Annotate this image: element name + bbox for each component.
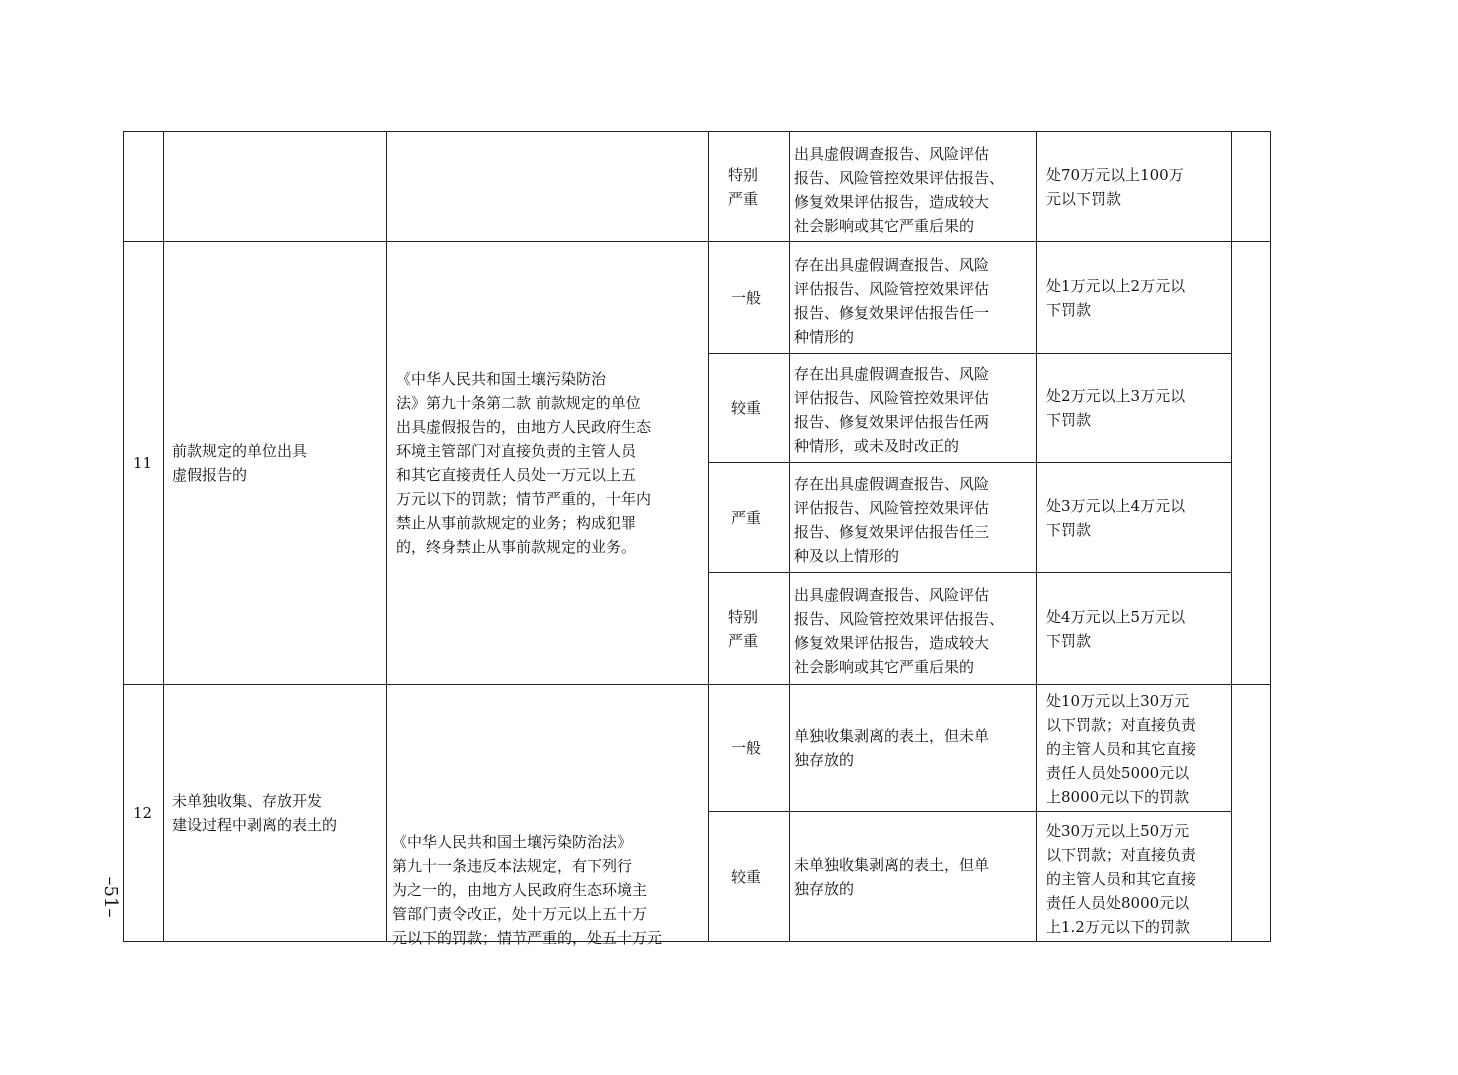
column-divider	[708, 131, 709, 942]
penalty-cell: 处30万元以上50万元 以下罚款；对直接负责 的主管人员和其它直接 责任人员处8000元以 上1.2万元以下的罚款	[1046, 822, 1197, 936]
column-divider	[1231, 131, 1232, 942]
penalty-cell	[1046, 354, 1230, 462]
penalty-cell	[1046, 242, 1230, 353]
item-text: 未单独收集、存放开发 建设过程中剥离的表土的	[172, 792, 338, 834]
penalty-cell: 处10万元以上30万元 以下罚款；对直接负责 的主管人员和其它直接 责任人员处5000元以 上8000元以下的罚款	[1046, 692, 1197, 806]
table-border-left	[123, 131, 124, 868]
level-cell	[731, 242, 789, 353]
basis-cell	[396, 242, 706, 684]
level-cell	[731, 812, 789, 941]
penalty-cell	[1046, 463, 1230, 572]
level-label: 一般	[731, 288, 762, 307]
column-divider	[789, 131, 790, 942]
circumstance-text: 未单独收集剥离的表土，但单 独存放的	[794, 855, 990, 898]
column-divider	[386, 131, 387, 942]
row-number: 11	[133, 454, 153, 472]
circumstance-cell: 出具虚假调查报告、风险评估 报告、风险管控效果评估报告、 修复效果评估报告，造成较大 社会影响或其它严重后果的	[794, 586, 1005, 676]
row-number-cell	[133, 242, 163, 684]
circumstance-text: 单独收集剥离的表土，但未单 独存放的	[794, 727, 990, 769]
penalty-text: 处3万元以上4万元以 下罚款	[1046, 496, 1186, 539]
circumstance-cell: 存在出具虚假调查报告、风险 评估报告、风险管控效果评估 报告、修复效果评估报告任两 种情形，或未及时改正的	[794, 365, 990, 455]
column-divider	[1036, 131, 1037, 942]
penalty-text: 处70万元以上100万 元以下罚款	[1046, 165, 1184, 208]
level-cell	[731, 354, 789, 462]
row-number-cell	[133, 685, 163, 941]
basis-cell	[392, 806, 706, 950]
level-label: 特别 严重	[728, 607, 759, 650]
level-label: 较重	[731, 867, 762, 886]
level-label: 特别 严重	[728, 165, 759, 208]
penalty-text: 处4万元以上5万元以 下罚款	[1046, 607, 1186, 650]
penalty-text: 处2万元以上3万元以 下罚款	[1046, 387, 1186, 429]
item-cell	[172, 242, 384, 684]
basis-text: 《中华人民共和国土壤污染防治 法》第九十条第二款 前款规定的单位 出具虚假报告的，由地方人民政府生态 环境主管部门对直接负责的主管人员 和其它直接责任人员处一万元以上五 万元以下的罚款；情节严重的，十年内 禁止从事前款规定的业务；构成犯罪 的，终身禁止从事前款规定的业务。	[396, 370, 652, 556]
level-cell	[731, 685, 789, 811]
level-cell	[728, 132, 788, 241]
penalty-text: 处1万元以上2万元以 下罚款	[1046, 276, 1186, 319]
circumstance-cell	[794, 812, 1034, 941]
level-label: 一般	[731, 739, 762, 757]
circumstance-cell: 出具虚假调查报告、风险评估 报告、风险管控效果评估报告、 修复效果评估报告，造成较大 社会影响或其它严重后果的	[794, 145, 1005, 235]
level-label: 严重	[731, 508, 762, 527]
circumstance-cell: 存在出具虚假调查报告、风险 评估报告、风险管控效果评估 报告、修复效果评估报告任三 种及以上情形的	[794, 475, 990, 565]
level-label: 较重	[731, 399, 762, 417]
item-cell	[172, 685, 384, 941]
basis-text: 《中华人民共和国土壤污染防治法》 第九十一条违反本法规定，有下列行 为之一的，由地方人民政府生态环境主 管部门责令改正，处十万元以上五十万 元以下的罚款；情节严重的，处五十万元	[392, 833, 663, 947]
circumstance-cell	[794, 685, 1034, 811]
level-cell	[731, 463, 789, 572]
circumstance-cell: 存在出具虚假调查报告、风险 评估报告、风险管控效果评估 报告、修复效果评估报告任一 种情形的	[794, 256, 990, 346]
penalty-cell	[1046, 573, 1230, 684]
column-divider	[163, 131, 164, 942]
penalty-cell	[1046, 132, 1230, 241]
row-number: 12	[133, 804, 153, 822]
page-number: –51–	[100, 876, 122, 918]
item-text: 前款规定的单位出具 虚假报告的	[172, 442, 308, 484]
table-border-right	[1270, 131, 1271, 942]
level-cell	[728, 573, 788, 684]
